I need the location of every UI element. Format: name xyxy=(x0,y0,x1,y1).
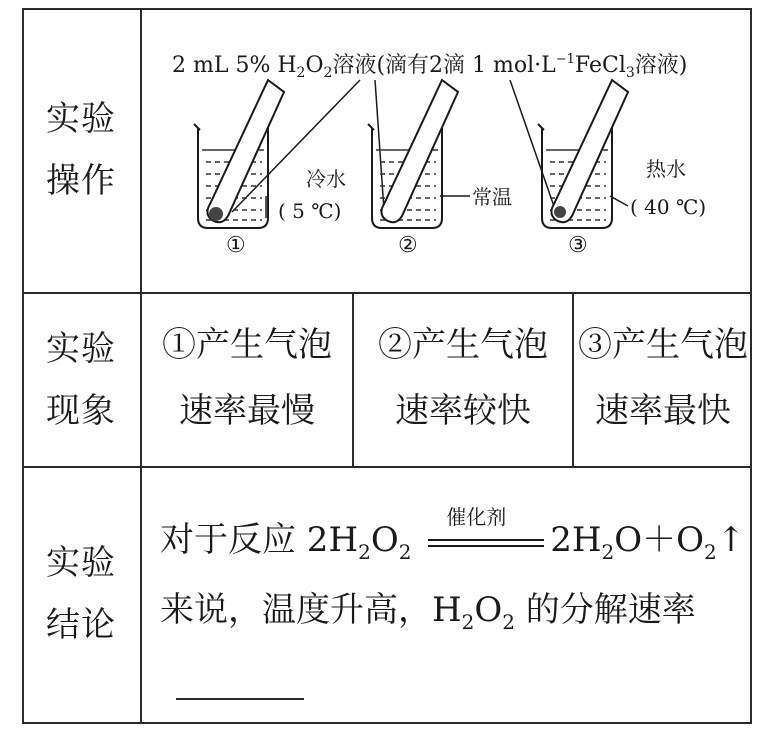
cold-water-label: 冷水 xyxy=(306,167,346,191)
catalyst-arrow xyxy=(428,505,544,557)
pointer-line-2 xyxy=(375,80,384,210)
operation-label-line1: 实验 xyxy=(46,99,116,139)
gas-arrow: ↑ xyxy=(716,520,746,560)
row-divider-2 xyxy=(22,466,752,468)
reagent-label: 2 mL 5% $H_2O_2$溶液(滴有2滴 1 $mol\cdot L^{-1}FeCl_3$溶液) xyxy=(172,52,688,81)
conclusion-line-1: 对于反应 $2H_2O_2$ 催化剂 $2H_2O+O_2↑$ xyxy=(160,512,745,564)
room-temp-label: 常温 xyxy=(472,185,512,209)
beaker-num-2: ② xyxy=(398,233,418,258)
beaker-num-3: ③ xyxy=(568,233,588,258)
hot-water-label: 热水 xyxy=(646,157,686,181)
conclusion-label xyxy=(22,532,140,656)
beaker-2 xyxy=(368,80,470,228)
cold-water-temp: ( 5 ℃) xyxy=(278,199,342,223)
observation-1-line1: ①产生气泡 xyxy=(162,325,332,365)
observation-1 xyxy=(142,312,352,444)
hot-water-temp: ( 40 ℃) xyxy=(630,195,707,219)
apparatus-diagram xyxy=(0,0,760,300)
observation-1-line2: 速率最慢 xyxy=(179,391,315,431)
observation-2-line2: 速率较快 xyxy=(395,391,531,431)
conclusion-label-line1: 实验 xyxy=(46,543,116,583)
conclusion-label-line2: 结论 xyxy=(46,605,116,645)
phenomenon-label-line2: 现象 xyxy=(46,391,116,431)
phenomenon-label xyxy=(22,318,140,442)
observation-3-line2: 速率最快 xyxy=(595,391,731,431)
operation-label-line2: 操作 xyxy=(46,161,116,201)
observation-3-line1: ③产生气泡 xyxy=(578,325,748,365)
beaker-num-1: ① xyxy=(226,233,246,258)
observation-2 xyxy=(354,312,572,444)
observation-3 xyxy=(574,312,752,444)
beaker-3 xyxy=(538,80,628,228)
answer-blank xyxy=(176,698,304,700)
conclusion-line-2: 来说，温度升高，$H_2O_2$ 的分解速率 xyxy=(160,590,696,634)
pointer-line-3 xyxy=(510,80,556,212)
phenomenon-label-line1: 实验 xyxy=(46,329,116,369)
catalyst-label: 催化剂 xyxy=(446,505,507,529)
observation-2-line1: ②产生气泡 xyxy=(378,325,548,365)
